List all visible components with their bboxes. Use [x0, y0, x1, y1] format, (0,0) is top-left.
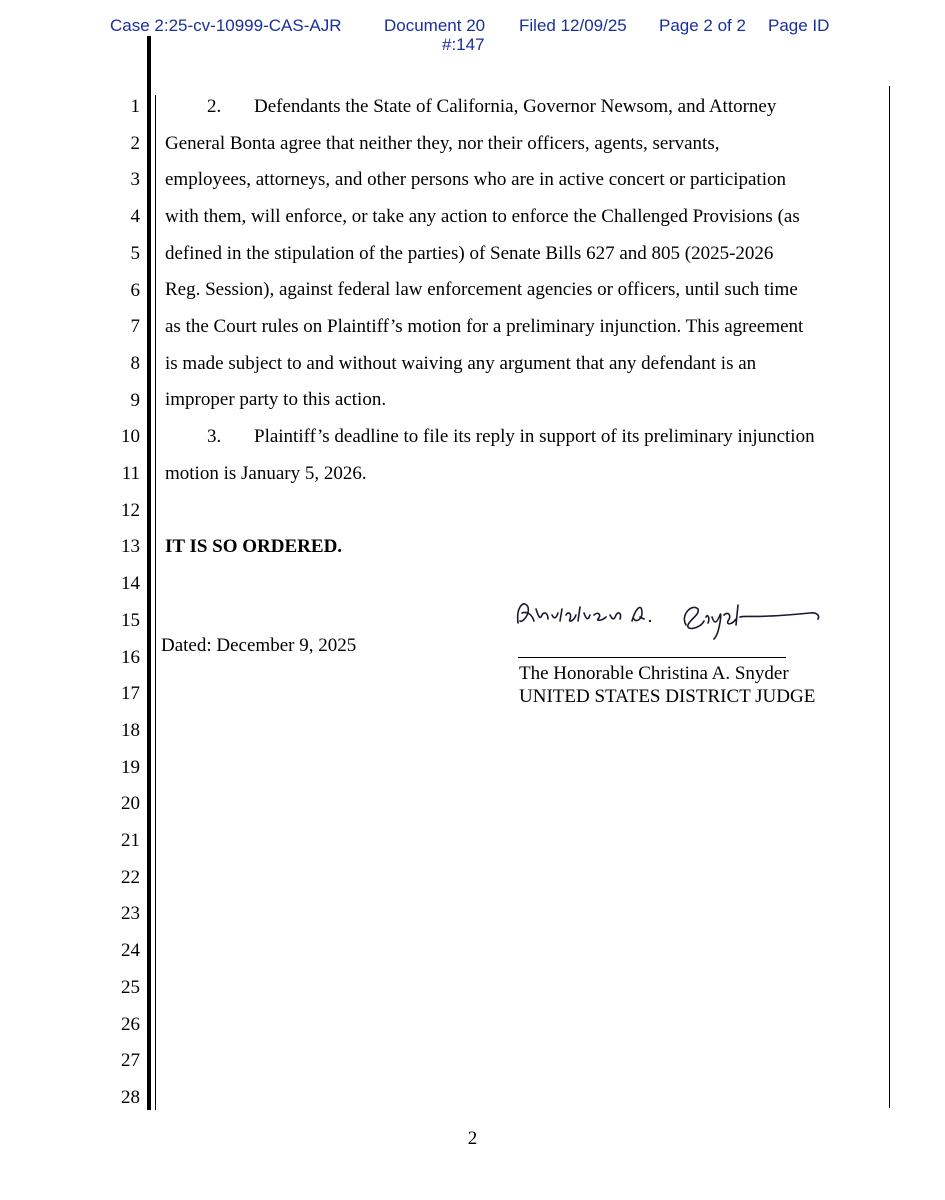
line-number: 7: [130, 316, 140, 337]
para-2-line: Defendants the State of California, Governor Newsom, and Attorney: [254, 96, 777, 117]
line-number: 14: [121, 573, 140, 594]
para-2-line: improper party to this action.: [165, 389, 387, 410]
line-number: 5: [130, 243, 140, 264]
para-2-line: is made subject to and without waiving any argument that any defendant is an: [165, 353, 757, 374]
line-number: 23: [121, 903, 140, 924]
line-number: 1: [130, 96, 140, 117]
para-2-number: 2.: [207, 96, 222, 117]
para-2-line: General Bonta agree that neither they, nor their officers, agents, servants,: [165, 133, 720, 154]
line-number: 20: [121, 793, 140, 814]
line-number: 16: [121, 647, 140, 668]
line-number: 24: [121, 940, 140, 961]
line-number: 2: [130, 133, 140, 154]
para-2-line: employees, attorneys, and other persons who are in active concert or participation: [165, 169, 786, 190]
line-number: 11: [121, 463, 140, 484]
signature-line: [518, 657, 786, 658]
line-number: 17: [121, 683, 140, 704]
judge-signature: [510, 585, 830, 645]
line-number: 8: [130, 353, 140, 374]
judge-name: The Honorable Christina A. Snyder: [519, 663, 789, 684]
case-number: Case 2:25-cv-10999-CAS-AJR: [110, 16, 342, 35]
line-number: 22: [121, 867, 140, 888]
para-2-line: defined in the stipulation of the parties) of Senate Bills 627 and 805 (2025-2026: [165, 243, 774, 264]
line-number: 13: [121, 536, 140, 557]
line-number: 9: [130, 390, 140, 411]
para-3-number: 3.: [207, 426, 222, 447]
para-2-line: Reg. Session), against federal law enforcement agencies or officers, until such time: [165, 279, 798, 300]
line-number: 10: [121, 426, 140, 447]
right-margin-rule: [889, 86, 890, 1108]
line-number: 18: [121, 720, 140, 741]
line-number: 27: [121, 1050, 140, 1071]
line-number: 12: [121, 500, 140, 521]
dated-line: Dated: December 9, 2025: [161, 635, 357, 656]
page-number: 2: [467, 1128, 478, 1149]
para-3-line: motion is January 5, 2026.: [165, 463, 367, 484]
left-margin-rule: [147, 36, 151, 1110]
page-count: Page 2 of 2: [659, 16, 746, 35]
line-number: 15: [121, 610, 140, 631]
filed-date: Filed 12/09/25: [519, 16, 627, 35]
ecf-header: [0, 16, 945, 56]
line-number: 3: [130, 169, 140, 190]
left-margin-rule-thin: [155, 95, 156, 1110]
order-statement: IT IS SO ORDERED.: [165, 536, 343, 557]
line-number: 6: [130, 280, 140, 301]
para-2-line: with them, will enforce, or take any action to enforce the Challenged Provisions (as: [165, 206, 800, 227]
line-number: 28: [121, 1087, 140, 1108]
line-number: 25: [121, 977, 140, 998]
line-number: 26: [121, 1014, 140, 1035]
page-id-number: #:147: [442, 35, 485, 54]
line-number: 4: [130, 206, 140, 227]
line-number: 19: [121, 757, 140, 778]
para-2-line: as the Court rules on Plaintiff’s motion for a preliminary injunction. This agreement: [165, 316, 804, 337]
line-number: 21: [121, 830, 140, 851]
para-3-line: Plaintiff’s deadline to file its reply in support of its preliminary injunction: [254, 426, 815, 447]
document-number: Document 20: [384, 16, 486, 35]
judge-title: UNITED STATES DISTRICT JUDGE: [519, 686, 816, 707]
page-id-label: Page ID: [768, 16, 830, 35]
